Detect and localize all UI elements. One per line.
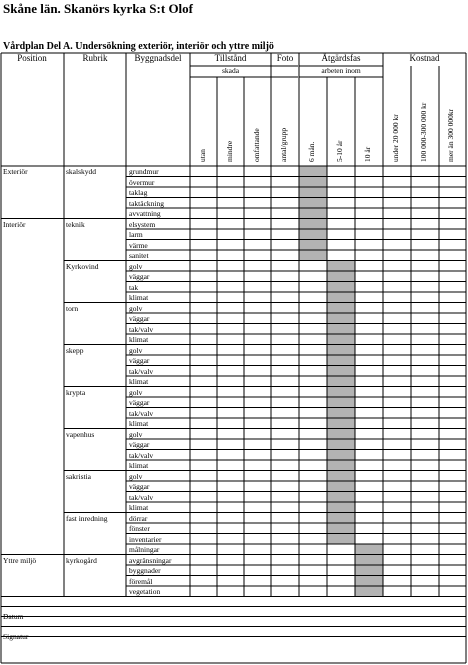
- row-del: tak/valv: [129, 492, 154, 502]
- row-del: taklag: [129, 188, 148, 197]
- row-rubrik: fast inredning: [66, 513, 108, 523]
- row-del: tak: [129, 282, 139, 292]
- shaded-cell: [327, 261, 355, 545]
- row-del: väggar: [129, 482, 150, 491]
- row-del: grundmur: [129, 167, 159, 176]
- row-del: larm: [129, 230, 143, 239]
- row-del: klimat: [129, 503, 149, 512]
- header-kostnad: Kostnad: [409, 53, 440, 63]
- row-del: golv: [129, 429, 143, 439]
- document-subtitle: Vårdplan Del A. Undersökning exteriör, interiör och yttre miljö: [3, 41, 274, 52]
- row-del: övermur: [129, 177, 155, 187]
- row-rubrik: kyrkogård: [66, 555, 97, 565]
- row-del: väggar: [129, 398, 150, 407]
- row-del: klimat: [129, 293, 149, 302]
- row-rubrik: krypta: [66, 387, 86, 397]
- header-byggnadsdel: Byggnadsdel: [134, 53, 182, 63]
- row-del: elsystem: [129, 219, 156, 229]
- row-rubrik: vapenhus: [66, 429, 95, 439]
- row-rubrik: skalskydd: [66, 167, 96, 176]
- row-del: väggar: [129, 440, 150, 449]
- row-rubrik: skepp: [66, 345, 84, 355]
- row-rubrik: sakristia: [66, 471, 91, 481]
- row-del: väggar: [129, 314, 150, 323]
- row-del: byggnader: [129, 566, 161, 575]
- row-del: föremål: [129, 576, 153, 586]
- header-antal-grupp: antal/grupp: [279, 127, 288, 162]
- row-del: fönster: [129, 524, 150, 533]
- row-position: Yttre miljö: [3, 555, 37, 565]
- header-6-man: 6 mån.: [307, 141, 316, 162]
- header-10-ar: 10 år: [363, 146, 372, 162]
- header-100000-300000: 100 000-300 000 kr: [419, 102, 428, 162]
- header-atgardsfas: Åtgärdsfas: [321, 53, 361, 63]
- row-del: sanitet: [129, 251, 149, 260]
- row-del: golv: [129, 345, 143, 355]
- row-del: golv: [129, 387, 143, 397]
- footer-signatur: Signatur: [3, 632, 29, 641]
- row-rubrik: torn: [66, 303, 79, 313]
- row-del: golv: [129, 303, 143, 313]
- header-over-300000: mer än 300 000kr: [446, 108, 455, 162]
- row-del: tak/valv: [129, 324, 154, 334]
- header-under-20000: under 20 000 kr: [391, 114, 400, 162]
- row-del: taktäckning: [129, 198, 164, 208]
- row-del: klimat: [129, 461, 149, 470]
- header-foto: Foto: [276, 53, 294, 63]
- row-del: klimat: [129, 377, 149, 386]
- row-del: målningar: [129, 545, 160, 554]
- row-del: klimat: [129, 335, 149, 344]
- row-del: golv: [129, 471, 143, 481]
- shaded-cell: [355, 544, 383, 597]
- row-del: värme: [129, 240, 148, 250]
- row-del: golv: [129, 261, 143, 271]
- row-del: inventarier: [129, 534, 162, 544]
- header-5-10-ar: 5-10 år: [335, 140, 344, 162]
- row-del: avgränsningar: [129, 555, 172, 565]
- header-tillstand: Tillstånd: [214, 53, 247, 63]
- row-del: tak/valv: [129, 366, 154, 376]
- row-del: avvattning: [129, 209, 161, 218]
- header-position: Position: [17, 53, 47, 63]
- header-tillstand-sub: skada: [221, 66, 240, 75]
- row-position: Interiör: [3, 219, 26, 229]
- row-del: väggar: [129, 356, 150, 365]
- row-rubrik: teknik: [66, 219, 85, 229]
- header-rubrik: Rubrik: [82, 53, 108, 63]
- row-rubrik: Kyrkovind: [66, 261, 99, 271]
- row-del: väggar: [129, 272, 150, 281]
- row-del: tak/valv: [129, 450, 154, 460]
- row-del: vegetation: [129, 587, 161, 596]
- row-del: tak/valv: [129, 408, 154, 418]
- header-mindre: mindre: [225, 140, 234, 162]
- row-del: dörrar: [129, 513, 148, 523]
- header-utan: utan: [198, 149, 207, 162]
- document-title: Skåne län. Skanörs kyrka S:t Olof: [3, 1, 193, 16]
- header-atgardsfas-sub: arbeten inom: [321, 66, 361, 75]
- shaded-cell: [299, 166, 327, 261]
- row-del: klimat: [129, 419, 149, 428]
- footer-datum: Datum: [3, 612, 24, 621]
- row-position: Exteriör: [3, 167, 28, 176]
- header-omfattande: omfattande: [252, 128, 261, 162]
